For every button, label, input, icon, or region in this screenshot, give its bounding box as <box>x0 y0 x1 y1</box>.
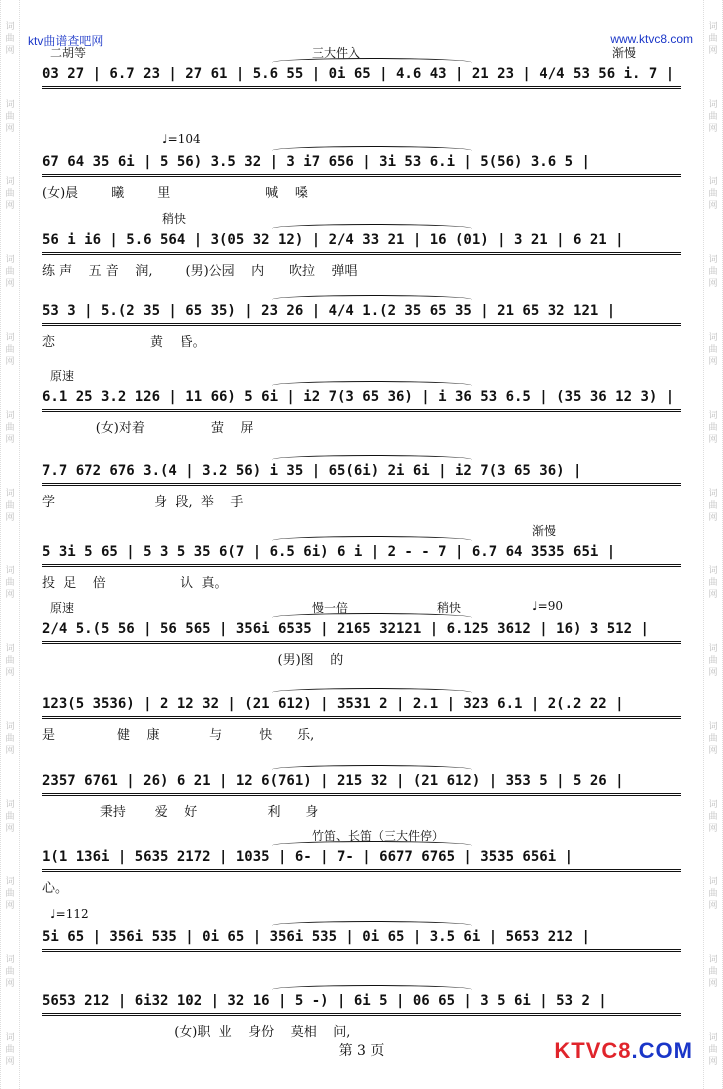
notation-line: 1(1 136i | 5635 2172 | 1035 | 6- | 7- | 6677 6765 | 3535 656i | <box>42 849 574 865</box>
watermark-char: 网 <box>708 823 718 834</box>
watermark-group <box>1 254 19 290</box>
watermark-char: 网 <box>5 123 15 134</box>
watermark-char: 曲 <box>5 345 15 356</box>
watermark-char: 网 <box>708 979 718 990</box>
watermark-char: 曲 <box>708 345 718 356</box>
score-row <box>42 365 681 436</box>
score-annotation: 渐慢 <box>532 524 557 538</box>
lyrics-line: (女)职 业 身份 莫相 问, <box>42 1025 351 1040</box>
watermark-char: 网 <box>5 279 15 290</box>
watermark-char: 网 <box>708 434 718 445</box>
score-row <box>42 905 681 965</box>
watermark-char: 词 <box>5 333 15 344</box>
left-watermark-strip <box>0 0 20 1089</box>
watermark-char: 网 <box>5 512 15 523</box>
watermark-char: 网 <box>5 45 15 56</box>
watermark-char: 曲 <box>708 578 718 589</box>
score-row <box>42 678 681 743</box>
notation-line: 67 64 35 6i | 5 56) 3.5 32 | 3 i7 656 | 3i 53 6.i | 5(56) 3.6 5 | <box>42 154 590 170</box>
watermark-char: 网 <box>5 668 15 679</box>
watermark-group <box>704 254 722 290</box>
watermark-char: 曲 <box>708 422 718 433</box>
watermark-char: 曲 <box>708 967 718 978</box>
watermark-char: 词 <box>708 177 718 188</box>
page-number: 第 3 页 <box>338 1043 385 1059</box>
watermark-char: 曲 <box>5 500 15 511</box>
watermark-char: 词 <box>708 566 718 577</box>
watermark-group <box>1 332 19 368</box>
watermark-char: 曲 <box>5 578 15 589</box>
watermark-char: 词 <box>708 99 718 110</box>
watermark-char: 词 <box>5 255 15 266</box>
watermark-group <box>704 99 722 135</box>
watermark-char: 曲 <box>708 189 718 200</box>
score-row <box>42 755 681 820</box>
watermark-char: 词 <box>708 721 718 732</box>
beam-underline <box>42 409 681 412</box>
beam-underline <box>42 86 681 89</box>
score-annotation: ♩=104 <box>162 132 201 146</box>
watermark-char: 网 <box>5 745 15 756</box>
lyrics-line: 是 健 康 与 快 乐, <box>42 728 315 743</box>
watermark-group <box>704 643 722 679</box>
score-annotation: 二胡等 <box>50 46 87 60</box>
watermark-group <box>1 565 19 601</box>
watermark-char: 网 <box>708 279 718 290</box>
lyrics-line: 学 身 段, 举 手 <box>42 495 244 510</box>
watermark-char: 网 <box>5 901 15 912</box>
watermark-char: 网 <box>708 357 718 368</box>
watermark-char: 曲 <box>708 267 718 278</box>
watermark-char: 曲 <box>5 33 15 44</box>
watermark-char: 网 <box>708 123 718 134</box>
watermark-char: 网 <box>708 901 718 912</box>
lyrics-line: (女)晨 曦 里 喊 嗓 <box>42 186 308 201</box>
watermark-group <box>704 21 722 57</box>
watermark-char: 曲 <box>708 733 718 744</box>
watermark-char: 网 <box>5 979 15 990</box>
watermark-char: 曲 <box>708 811 718 822</box>
watermark-group <box>1 488 19 524</box>
watermark-char: 词 <box>5 721 15 732</box>
beam-underline <box>42 564 681 567</box>
watermark-char: 词 <box>708 410 718 421</box>
watermark-group <box>704 332 722 368</box>
watermark-group <box>1 876 19 912</box>
watermark-char: 网 <box>5 434 15 445</box>
beam-underline <box>42 793 681 796</box>
watermark-char: 曲 <box>708 500 718 511</box>
notation-line: 03 27 | 6.7 23 | 27 61 | 5.6 55 | 0i 65 | 4.6 43 | 21 23 | 4/4 53 56 i. 7 | <box>42 66 675 82</box>
watermark-group <box>1 954 19 990</box>
watermark-char: 网 <box>708 668 718 679</box>
score-annotation: 竹笛、长笛（三大件停） <box>312 829 445 843</box>
watermark-char: 词 <box>708 333 718 344</box>
score-row <box>42 130 681 201</box>
score-annotation: 原速 <box>50 601 75 615</box>
beam-underline <box>42 949 681 952</box>
watermark-char: 网 <box>5 590 15 601</box>
watermark-group <box>704 954 722 990</box>
watermark-char: 网 <box>708 45 718 56</box>
beam-underline <box>42 174 681 177</box>
watermark-char: 词 <box>5 21 15 32</box>
score-annotation: 稍快 <box>437 601 462 615</box>
score-row <box>42 520 681 591</box>
lyrics-line: (男)图 的 <box>42 653 344 668</box>
site-url-right: www.ktvc8.com <box>610 32 693 46</box>
watermark-char: 曲 <box>5 111 15 122</box>
score-annotation: 原速 <box>50 369 75 383</box>
watermark-group <box>1 721 19 757</box>
watermark-char: 词 <box>708 799 718 810</box>
watermark-char: 词 <box>5 99 15 110</box>
lyrics-line: 练 声 五 音 润, (男)公园 内 吹拉 弹唱 <box>42 264 358 279</box>
lyrics-line: 投 足 倍 认 真。 <box>42 576 228 591</box>
watermark-char: 曲 <box>5 189 15 200</box>
watermark-char: 曲 <box>5 267 15 278</box>
watermark-char: 曲 <box>708 33 718 44</box>
watermark-char: 网 <box>708 590 718 601</box>
score-annotation: 渐慢 <box>612 46 637 60</box>
watermark-char: 词 <box>708 955 718 966</box>
watermark-char: 曲 <box>708 889 718 900</box>
ktvc8-logo: KTVC8.COM <box>554 1038 693 1063</box>
watermark-char: 词 <box>5 566 15 577</box>
watermark-group <box>704 565 722 601</box>
watermark-char: 网 <box>708 512 718 523</box>
watermark-char: 网 <box>708 745 718 756</box>
watermark-group <box>704 488 722 524</box>
score-row <box>42 825 681 896</box>
score-row <box>42 208 681 279</box>
watermark-group <box>1 176 19 212</box>
watermark-char: 词 <box>708 644 718 655</box>
site-name-left: ktv曲谱查吧网 <box>28 34 104 48</box>
notation-line: 123(5 3536) | 2 12 32 | (21 612) | 3531 2 | 2.1 | 323 6.1 | 2(.2 22 | <box>42 696 624 712</box>
watermark-char: 词 <box>5 955 15 966</box>
watermark-char: 曲 <box>708 656 718 667</box>
watermark-char: 词 <box>708 488 718 499</box>
watermark-char: 网 <box>5 823 15 834</box>
notation-line: 56 i i6 | 5.6 564 | 3(05 32 12) | 2/4 33 21 | 16 (01) | 3 21 | 6 21 | <box>42 232 624 248</box>
watermark-char: 词 <box>5 877 15 888</box>
watermark-char: 词 <box>5 177 15 188</box>
lyrics-line: 心。 <box>42 881 69 896</box>
lyrics-line: (女)对着 萤 屏 <box>42 421 254 436</box>
watermark-group <box>1 410 19 446</box>
watermark-group <box>704 721 722 757</box>
watermark-group <box>1 99 19 135</box>
lyrics-line: 恋 黄 昏。 <box>42 335 206 350</box>
notation-line: 2/4 5.(5 56 | 56 565 | 356i 6535 | 2165 32121 | 6.125 3612 | 16) 3 512 | <box>42 621 649 637</box>
watermark-char: 词 <box>708 21 718 32</box>
watermark-char: 网 <box>5 357 15 368</box>
watermark-char: 曲 <box>5 811 15 822</box>
right-watermark-strip <box>703 0 723 1089</box>
watermark-char: 词 <box>5 1033 15 1044</box>
score-annotation: 三大件入 <box>312 46 361 60</box>
score-annotation: ♩=112 <box>50 907 89 921</box>
beam-underline <box>42 716 681 719</box>
score-row <box>42 975 681 1040</box>
beam-underline <box>42 323 681 326</box>
watermark-char: 曲 <box>5 1045 15 1056</box>
beam-underline <box>42 1013 681 1016</box>
score-annotation: 慢一倍 <box>312 601 349 615</box>
watermark-char: 词 <box>5 488 15 499</box>
watermark-group <box>1 21 19 57</box>
beam-underline <box>42 641 681 644</box>
beam-underline <box>42 483 681 486</box>
watermark-char: 网 <box>708 1057 718 1068</box>
watermark-group <box>704 176 722 212</box>
watermark-char: 曲 <box>5 422 15 433</box>
beam-underline <box>42 869 681 872</box>
watermark-char: 曲 <box>708 111 718 122</box>
watermark-char: 词 <box>5 644 15 655</box>
watermark-char: 词 <box>5 799 15 810</box>
notation-line: 7.7 672 676 3.(4 | 3.2 56) i 35 | 65(6i) 2i 6i | i2 7(3 65 36) | <box>42 463 582 479</box>
watermark-group <box>704 410 722 446</box>
watermark-char: 词 <box>708 877 718 888</box>
watermark-group <box>1 799 19 835</box>
watermark-char: 网 <box>5 1057 15 1068</box>
watermark-char: 词 <box>708 1033 718 1044</box>
watermark-char: 曲 <box>5 889 15 900</box>
watermark-group <box>1 643 19 679</box>
watermark-char: 网 <box>708 201 718 212</box>
notation-line: 5i 65 | 356i 535 | 0i 65 | 356i 535 | 0i 65 | 3.5 6i | 5653 212 | <box>42 929 590 945</box>
score-row <box>42 285 681 350</box>
score-row <box>42 597 681 668</box>
watermark-group <box>704 876 722 912</box>
notation-line: 53 3 | 5.(2 35 | 65 35) | 23 26 | 4/4 1.(2 35 65 35 | 21 65 32 121 | <box>42 303 616 319</box>
watermark-char: 网 <box>5 201 15 212</box>
watermark-char: 曲 <box>5 733 15 744</box>
score-row <box>42 445 681 510</box>
notation-line: 5653 212 | 6i32 102 | 32 16 | 5 -) | 6i 5 | 06 65 | 3 5 6i | 53 2 | <box>42 993 607 1009</box>
beam-underline <box>42 252 681 255</box>
watermark-group <box>704 799 722 835</box>
score-row <box>42 42 681 102</box>
notation-line: 2357 6761 | 26) 6 21 | 12 6(761) | 215 32 | (21 612) | 353 5 | 5 26 | <box>42 773 624 789</box>
score-annotation: 稍快 <box>162 212 187 226</box>
watermark-char: 词 <box>708 255 718 266</box>
watermark-char: 词 <box>5 410 15 421</box>
watermark-char: 曲 <box>708 1045 718 1056</box>
score-annotation: ♩=90 <box>532 599 563 613</box>
notation-line: 5 3i 5 65 | 5 3 5 35 6(7 | 6.5 6i) 6 i | 2 - - 7 | 6.7 64 3535 65i | <box>42 544 616 560</box>
watermark-char: 曲 <box>5 967 15 978</box>
watermark-char: 曲 <box>5 656 15 667</box>
lyrics-line: 秉持 爱 好 利 身 <box>42 805 319 820</box>
notation-line: 6.1 25 3.2 126 | 11 66) 5 6i | i2 7(3 65 36) | i 36 53 6.5 | (35 36 12 3) | <box>42 389 675 405</box>
